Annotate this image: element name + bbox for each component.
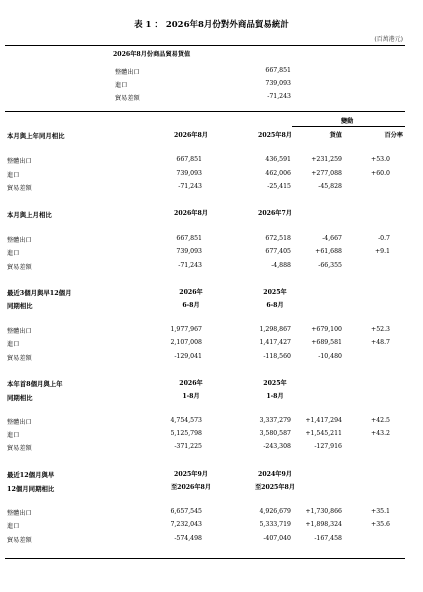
row-value-current: 667,851: [176, 156, 202, 163]
row-change-pct: +52.3: [371, 326, 390, 333]
row-label: 整體出口: [7, 328, 32, 335]
section-col1-header: 2026年8月: [174, 132, 208, 139]
section-col2-header: 2025年: [263, 380, 287, 387]
row-value-compare: 3,337,279: [259, 417, 291, 424]
row-change-value: -4,667: [322, 235, 342, 242]
row-label: 貿易差額: [7, 264, 32, 271]
row-value-current: -71,243: [178, 183, 202, 190]
summary-value-exports: 667,851: [265, 67, 291, 74]
section-col2-header: 2026年7月: [258, 210, 292, 217]
section-col2-header-line2: 至2025年8月: [254, 484, 296, 491]
row-value-compare: -4,888: [271, 262, 291, 269]
table-title: 表 1 ： 2026年8月份對外商品貿易統計: [134, 20, 289, 30]
row-value-compare: 436,591: [265, 156, 291, 163]
section-title-line2: 同期相比: [7, 302, 33, 310]
change-value-header: 貨值: [329, 132, 342, 139]
summary-bottom-rule: [5, 111, 405, 112]
section-col1-header: 2026年: [179, 380, 203, 387]
row-change-value: +1,898,324: [305, 521, 342, 528]
row-value-current: -371,225: [174, 443, 202, 450]
row-label: 整體出口: [7, 510, 32, 517]
section-title: 最近3個月與早12個月: [7, 289, 72, 297]
row-value-compare: 1,417,427: [259, 339, 291, 346]
summary-value-imports: 739,093: [265, 80, 291, 87]
row-label: 進口: [7, 172, 20, 179]
row-change-value: -167,458: [314, 535, 342, 542]
row-label: 貿易差額: [7, 445, 32, 452]
row-change-value: +1,417,294: [305, 417, 342, 424]
row-change-pct: +48.7: [371, 339, 390, 346]
section-title: 最近12個月與早: [7, 471, 55, 479]
section-col1-header: 2026年8月: [174, 210, 208, 217]
row-value-compare: -25,415: [267, 183, 291, 190]
row-value-compare: 672,518: [265, 235, 291, 242]
row-value-current: 739,093: [176, 170, 202, 177]
change-group-rule: [292, 126, 405, 127]
row-value-current: -71,243: [178, 262, 202, 269]
row-label: 進口: [7, 250, 20, 257]
row-value-current: 5,125,798: [170, 430, 202, 437]
summary-value-balance: -71,243: [267, 93, 291, 100]
row-value-current: -574,498: [174, 535, 202, 542]
top-rule: [5, 45, 405, 46]
section-title: 本月與上月相比: [7, 211, 52, 219]
row-change-pct: +53.0: [371, 156, 390, 163]
row-label: 進口: [7, 432, 20, 439]
row-value-current: 4,754,573: [170, 417, 202, 424]
section-col2-header-line2: 1-8月: [266, 393, 284, 400]
row-change-value: +689,581: [311, 339, 342, 346]
row-change-pct: +35.6: [371, 521, 390, 528]
section-col1-header: 2025年9月: [174, 471, 208, 478]
row-value-current: 739,093: [176, 248, 202, 255]
row-change-value: +277,088: [311, 170, 342, 177]
section-title-line2: 同期相比: [7, 394, 33, 402]
unit-label: (百萬港元): [374, 36, 403, 43]
row-change-value: +679,100: [311, 326, 342, 333]
section-title: 本月與上年同月相比: [7, 132, 65, 140]
row-label: 進口: [7, 341, 20, 348]
change-group-header: 變動: [341, 118, 354, 125]
section-col2-header: 2024年9月: [258, 471, 292, 478]
row-label: 整體出口: [7, 237, 32, 244]
row-value-compare: 5,333,719: [259, 521, 291, 528]
row-label: 貿易差額: [7, 355, 32, 362]
section-col1-header-line2: 6-8月: [182, 302, 200, 309]
row-change-pct: -0.7: [378, 235, 390, 242]
row-value-compare: -118,560: [263, 353, 291, 360]
section-col1-header-line2: 1-8月: [182, 393, 200, 400]
row-value-current: -129,041: [174, 353, 202, 360]
change-pct-header: 百分率: [384, 132, 403, 139]
row-change-value: -127,916: [314, 443, 342, 450]
row-label: 進口: [7, 523, 20, 530]
row-change-pct: +42.5: [371, 417, 390, 424]
row-change-pct: +43.2: [371, 430, 390, 437]
bottom-rule: [5, 558, 405, 559]
row-label: 整體出口: [7, 419, 32, 426]
row-value-compare: 4,926,679: [259, 508, 291, 515]
row-change-value: -10,480: [318, 353, 342, 360]
section-col2-header-line2: 6-8月: [266, 302, 284, 309]
row-value-current: 7,232,043: [170, 521, 202, 528]
row-change-value: +231,259: [311, 156, 342, 163]
summary-label-exports: 整體出口: [115, 69, 140, 76]
row-value-compare: 677,405: [265, 248, 291, 255]
row-value-compare: 3,580,587: [259, 430, 291, 437]
section-title: 本年首8個月與上年: [7, 380, 63, 388]
row-change-value: +1,545,211: [305, 430, 342, 437]
row-value-current: 667,851: [176, 235, 202, 242]
row-change-pct: +60.0: [371, 170, 390, 177]
section-col2-header: 2025年: [263, 289, 287, 296]
section-title-line2: 12個月同期相比: [7, 485, 55, 493]
row-change-pct: +35.1: [371, 508, 390, 515]
section-col1-header-line2: 至2026年8月: [170, 484, 212, 491]
section-col2-header: 2025年8月: [258, 132, 292, 139]
row-value-current: 1,977,967: [170, 326, 202, 333]
row-change-value: +61,688: [315, 248, 342, 255]
row-change-value: +1,730,866: [305, 508, 342, 515]
row-value-current: 6,657,545: [170, 508, 202, 515]
row-label: 貿易差額: [7, 185, 32, 192]
row-value-current: 2,107,008: [170, 339, 202, 346]
summary-heading: 2026年8月份商品貿易貨值: [113, 51, 191, 58]
row-label: 整體出口: [7, 158, 32, 165]
row-value-compare: 1,298,867: [259, 326, 291, 333]
row-change-value: -66,355: [318, 262, 342, 269]
row-value-compare: -407,040: [263, 535, 291, 542]
row-change-pct: +9.1: [374, 248, 390, 255]
row-label: 貿易差額: [7, 537, 32, 544]
summary-label-imports: 進口: [115, 82, 128, 89]
section-col1-header: 2026年: [179, 289, 203, 296]
row-value-compare: 462,006: [265, 170, 291, 177]
summary-label-balance: 貿易差額: [115, 95, 140, 102]
row-change-value: -45,828: [318, 183, 342, 190]
row-value-compare: -243,308: [263, 443, 291, 450]
